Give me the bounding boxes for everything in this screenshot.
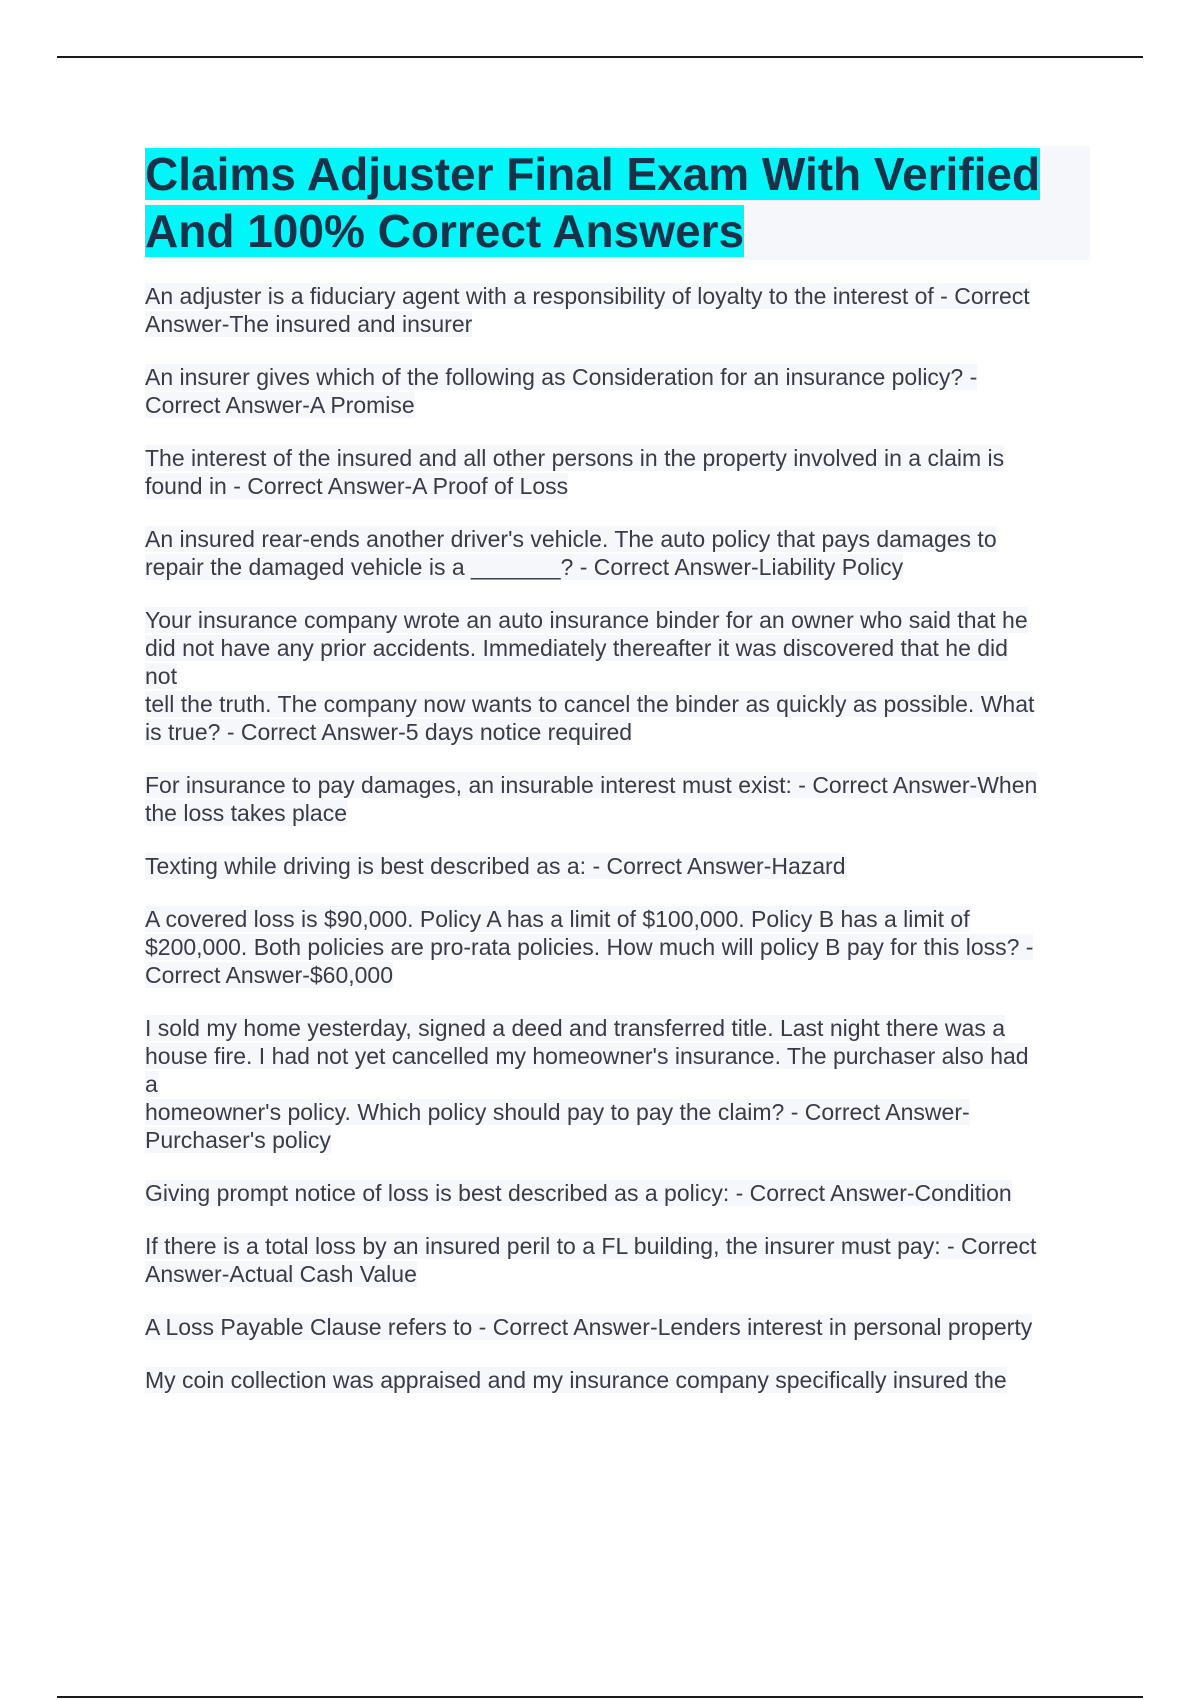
title-line-2: And 100% Correct Answers xyxy=(145,205,745,257)
bottom-rule xyxy=(57,1696,1143,1698)
qa-item: An insured rear-ends another driver's vehicle. The auto policy that pays damages to repair the damaged vehicle is a _______? - Correct Answer-Liability Policy xyxy=(145,526,997,580)
top-rule xyxy=(57,56,1143,58)
qa-item: Your insurance company wrote an auto insurance binder for an owner who said that he did not have any prior accidents. Immediately thereafter it was discovered that he did not tell the truth. The company now wants to cancel the binder as quickly as possible. What is true? - Correct Answer-5 days notice required xyxy=(145,607,1035,745)
document-body xyxy=(145,146,1090,1419)
qa-item: Giving prompt notice of loss is best described as a policy: - Correct Answer-Condition xyxy=(145,1180,1012,1206)
page-title xyxy=(145,146,1090,260)
qa-item: My coin collection was appraised and my insurance company specifically insured the xyxy=(145,1367,1007,1393)
qa-item: An insurer gives which of the following as Consideration for an insurance policy? - Correct Answer-A Promise xyxy=(145,364,978,418)
qa-item: A covered loss is $90,000. Policy A has a limit of $100,000. Policy B has a limit of $200,000. Both policies are pro-rata policies. How much will policy B pay for this loss? - Correct Answer-$60,000 xyxy=(145,906,1034,988)
qa-item: An adjuster is a fiduciary agent with a responsibility of loyalty to the interest of - Correct Answer-The insured and insurer xyxy=(145,283,1030,337)
qa-item: A Loss Payable Clause refers to - Correct Answer-Lenders interest in personal property xyxy=(145,1314,1033,1340)
qa-list xyxy=(145,282,1090,1394)
qa-item: Texting while driving is best described as a: - Correct Answer-Hazard xyxy=(145,853,846,879)
qa-item: The interest of the insured and all other persons in the property involved in a claim is found in - Correct Answer-A Proof of Loss xyxy=(145,445,1005,499)
title-block xyxy=(145,146,1090,260)
qa-item: I sold my home yesterday, signed a deed and transferred title. Last night there was a house fire. I had not yet cancelled my homeowner's insurance. The purchaser also had a homeowner's policy. Which policy should pay to pay the claim? - Correct Answer- Purchaser's policy xyxy=(145,1015,1029,1153)
qa-item: If there is a total loss by an insured peril to a FL building, the insurer must pay: - Correct Answer-Actual Cash Value xyxy=(145,1233,1037,1287)
qa-item: For insurance to pay damages, an insurable interest must exist: - Correct Answer-When the loss takes place xyxy=(145,772,1038,826)
title-line-1: Claims Adjuster Final Exam With Verified xyxy=(145,148,1041,200)
